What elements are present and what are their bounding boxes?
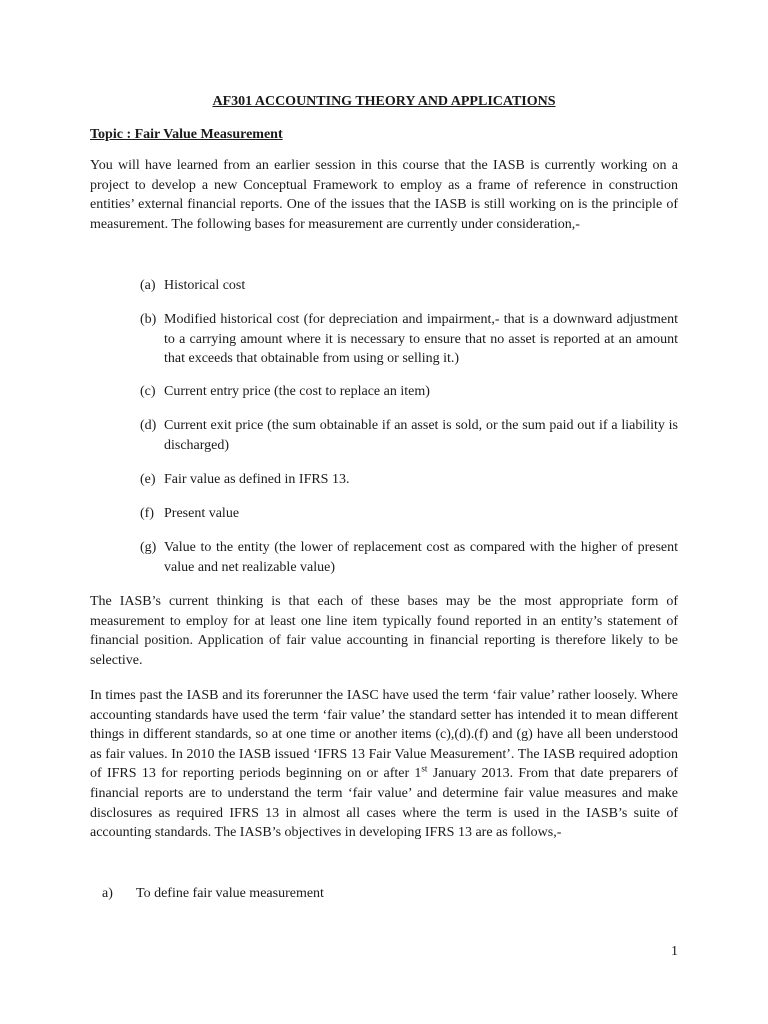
objective-label: a) (102, 886, 113, 901)
history-paragraph (90, 686, 678, 843)
ordinal-suffix: st (421, 763, 428, 774)
basis-label: (f) (140, 506, 154, 521)
history-text-part1: In times past the IASB and its forerunner the IASC have used the term ‘fair value’ rather loosely. Where accounting standards have used the term ‘fair value’ the standard setter has intended it to mean different things in different standards, so at one time or another items (c),(d).(f) and (g) have all been understood as fair values. In 2010 the IASB issued ‘IFRS 13 Fair Value Measurement’. The IASB required adoption of IFRS 13 for reporting periods beginning on or after 1 (90, 688, 678, 782)
basis-item (140, 276, 678, 296)
page-number: 1 (671, 944, 678, 959)
basis-text: Present value (164, 506, 240, 521)
basis-label: (a) (140, 278, 156, 293)
history-text-part2: January 2013. From that date preparers of financial reports are to understand the term ‘fair value’ and determine fair value measures and make disclosures as required IFRS 13 in almost all cases where the term is used in the IASB’s suite of accounting standards. The IASB’s objectives in developing IFRS 13 are as follows,- (90, 766, 678, 841)
objective-item (102, 884, 324, 904)
basis-label: (c) (140, 384, 156, 399)
intro-paragraph: You will have learned from an earlier session in this course that the IASB is currently working on a project to develop a new Conceptual Framework to employ as a frame of reference in construction entities’ external financial reports. One of the issues that the IASB is still working on is the principle of measurement. The following bases for measurement are currently under consideration,- (90, 158, 678, 232)
basis-item (140, 504, 678, 524)
basis-text: Fair value as defined in IFRS 13. (164, 472, 350, 487)
basis-text: Current entry price (the cost to replace an item) (164, 384, 430, 399)
objective-text: To define fair value measurement (136, 886, 324, 901)
thinking-paragraph: The IASB’s current thinking is that each of these bases may be the most appropriate form of measurement to employ for at least one line item typically found reported in an entity’s statement of financial position. Application of fair value accounting in financial reporting is therefore likely to be selective. (90, 594, 678, 668)
basis-text: Historical cost (164, 278, 246, 293)
basis-text: Modified historical cost (for depreciation and impairment,- that is a downward adjustment to a carrying amount where it is necessary to ensure that no asset is reported at an amount that exceeds that obtainable from using or selling it.) (164, 312, 678, 367)
basis-item (140, 470, 678, 490)
document-title: AF301 ACCOUNTING THEORY AND APPLICATIONS (212, 94, 556, 109)
basis-text: Current exit price (the sum obtainable if an asset is sold, or the sum paid out if a liability is discharged) (164, 418, 678, 453)
basis-label: (g) (140, 540, 157, 555)
basis-label: (b) (140, 312, 157, 327)
basis-label: (d) (140, 418, 157, 433)
topic-heading: Topic : Fair Value Measurement (90, 127, 283, 142)
basis-label: (e) (140, 472, 156, 487)
basis-item (140, 382, 678, 402)
basis-text: Value to the entity (the lower of replacement cost as compared with the higher of present value and net realizable value) (164, 540, 678, 575)
basis-item (140, 310, 678, 369)
basis-item (140, 416, 678, 455)
basis-item (140, 538, 678, 577)
